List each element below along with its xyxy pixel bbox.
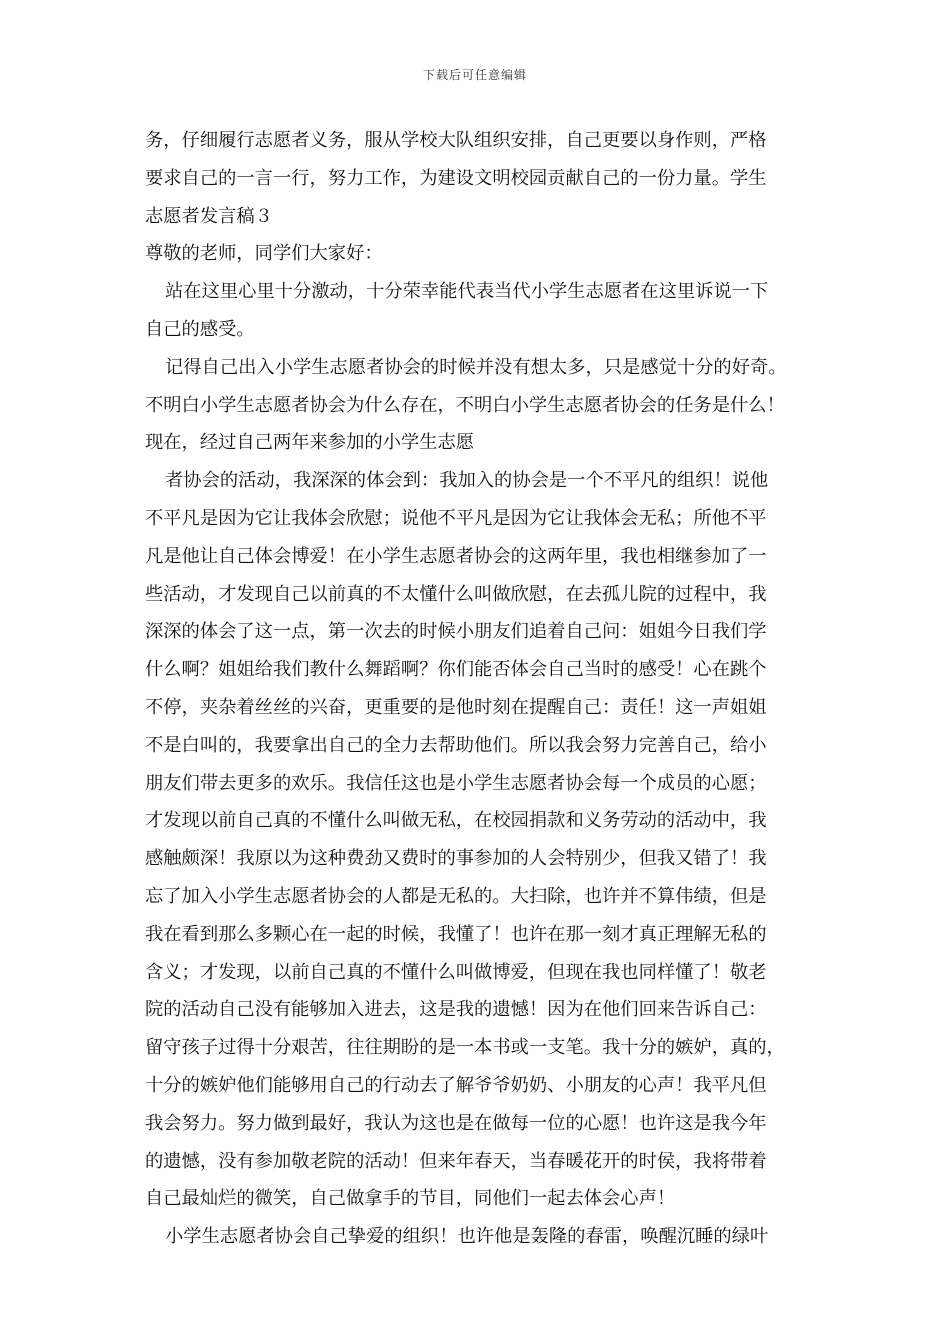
text-line: 忘了加入小学生志愿者协会的人都是无私的。大扫除，也许并不算伟绩，但是 — [145, 885, 767, 907]
text-line: 现在，经过自己两年来参加的小学生志愿 — [145, 432, 475, 454]
text-line: 不明白小学生志愿者协会为什么存在，不明白小学生志愿者协会的任务是什么！ — [145, 394, 785, 416]
text-line: 凡是他让自己体会博爱！在小学生志愿者协会的这两年里，我也相继参加了一 — [145, 545, 767, 567]
text-line: 尊敬的老师，同学们大家好： — [145, 243, 383, 265]
text-line: 些活动，才发现自己以前真的不太懂什么叫做欣慰，在去孤儿院的过程中，我 — [145, 583, 767, 605]
text-line: 要求自己的一言一行，努力工作，为建设文明校园贡献自己的一份力量。学生 — [145, 167, 767, 189]
text-line: 记得自己出入小学生志愿者协会的时候并没有想太多，只是感觉十分的好奇。 — [165, 356, 787, 378]
text-line: 感触颇深！我原以为这种费劲又费时的事参加的人会特别少，但我又错了！我 — [145, 848, 767, 870]
text-line: 含义；才发现，以前自己真的不懂什么叫做博爱，但现在我也同样懂了！敬老 — [145, 961, 767, 983]
text-line: 自己最灿烂的微笑，自己做拿手的节目，同他们一起去体会心声！ — [145, 1188, 676, 1210]
text-line: 深深的体会了这一点，第一次去的时候小朋友们追着自己问：姐姐今日我们学 — [145, 621, 767, 643]
text-line: 留守孩子过得十分艰苦，往往期盼的是一本书或一支笔。我十分的嫉妒，真的， — [145, 1037, 785, 1059]
text-line: 不平凡是因为它让我体会欣慰；说他不平凡是因为它让我体会无私；所他不平 — [145, 507, 767, 529]
text-line: 我会努力。努力做到最好，我认为这也是在做每一位的心愿！也许这是我今年 — [145, 1112, 767, 1134]
text-line: 站在这里心里十分激动，十分荣幸能代表当代小学生志愿者在这里诉说一下 — [165, 281, 769, 303]
text-line: 的遗憾，没有参加敬老院的活动！但来年春天，当春暖花开的时侯，我将带着 — [145, 1150, 767, 1172]
text-line: 不停，夹杂着丝丝的兴奋，更重要的是他时刻在提醒自己：责任！这一声姐姐 — [145, 696, 767, 718]
text-line: 务，仔细履行志愿者义务，服从学校大队组织安排，自己更要以身作则，严格 — [145, 130, 767, 151]
text-line: 志愿者发言稿３ — [145, 205, 273, 227]
text-line: 什么啊？姐姐给我们教什么舞蹈啊？你们能否体会自己当时的感受！心在跳个 — [145, 659, 767, 681]
text-line: 小学生志愿者协会自己挚爱的组织！也许他是轰隆的春雷，唤醒沉睡的绿叶 — [165, 1226, 769, 1248]
text-line: 我在看到那么多颗心在一起的时候，我懂了！也许在那一刻才真正理解无私的 — [145, 923, 767, 945]
text-line: 才发现以前自己真的不懂什么叫做无私，在校园捐款和义务劳动的活动中，我 — [145, 810, 767, 832]
text-line: 者协会的活动，我深深的体会到：我加入的协会是一个不平凡的组织！说他 — [165, 470, 769, 492]
page-header: 下载后可任意编辑 — [422, 68, 527, 82]
text-line: 朋友们带去更多的欢乐。我信任这也是小学生志愿者协会每一个成员的心愿； — [145, 772, 767, 794]
document-body — [145, 122, 815, 1256]
text-line: 院的活动自己没有能够加入进去，这是我的遗憾！因为在他们回来告诉自己： — [145, 999, 767, 1021]
text-line: 自己的感受。 — [145, 318, 255, 340]
text-line: 十分的嫉妒他们能够用自己的行动去了解爷爷奶奶、小朋友的心声！我平凡但 — [145, 1074, 767, 1096]
text-line: 不是白叫的，我要拿出自己的全力去帮助他们。所以我会努力完善自己，给小 — [145, 734, 767, 756]
